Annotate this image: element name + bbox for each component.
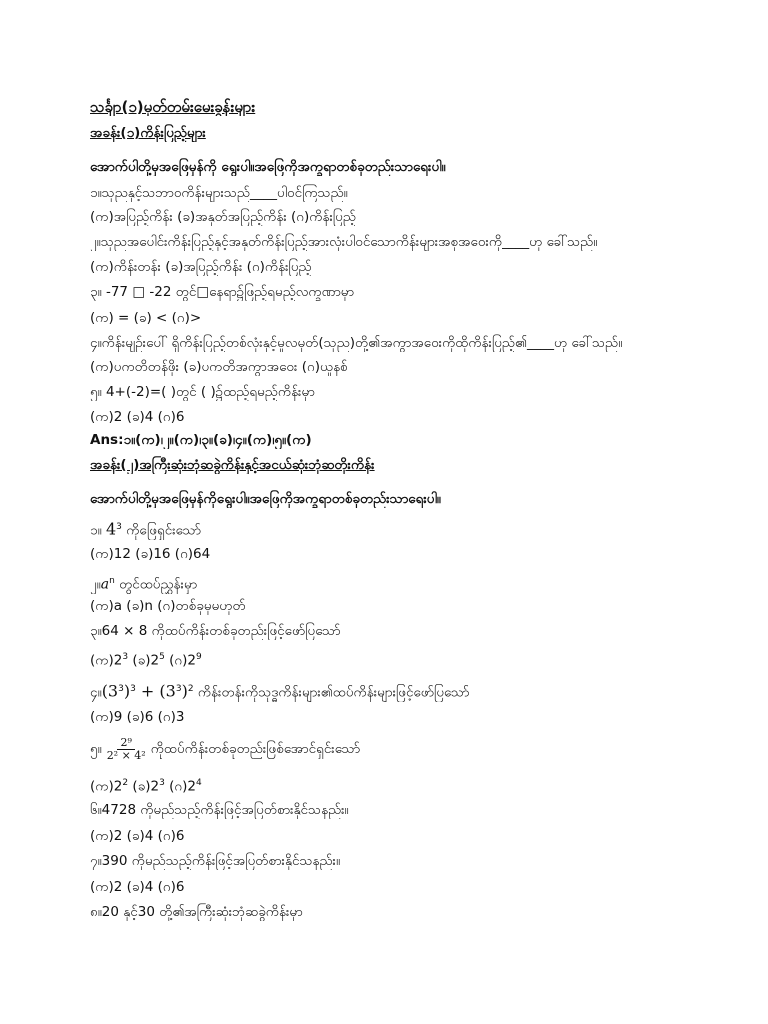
q1-number: ၁။ — [90, 522, 102, 539]
s1-options-3: (က) = (ခ) < (ဂ)> — [90, 310, 202, 326]
q5-numerator: 2⁹ — [117, 737, 134, 750]
q5-option-c-exp: 4 — [195, 778, 202, 788]
s1-options-1: (က)အပြည့်ကိန်း (ခ)အနုတ်အပြည့်ကိန်း (ဂ)ကိန်းပြည့် — [90, 209, 356, 225]
q5-fraction — [104, 737, 149, 762]
s1-question-3: ၃။ -77 □ -22 တွင်□နေရာ၌ဖြည့်ရမည့်လက္ခဏာမှာ — [90, 284, 355, 300]
q5-text: ကိုထပ်ကိန်းတစ်ခုတည်းဖြစ်အောင်ရှင်းသော် — [150, 741, 361, 757]
s2-question-4 — [90, 680, 750, 702]
s1-options-4: (က)ပကတိတန်ဖိုး (ခ)ပကတိအကွာအဝေး (ဂ)ယူနစ် — [90, 359, 348, 375]
s1-question-5: ၅။ 4+(-2)=( )တွင် ( )၌ထည့်ရမည့်ကိန်းမှာ — [90, 384, 315, 400]
q5-option-a-exp: 2 — [122, 778, 129, 788]
q5-option-b: (ခ)2 — [128, 778, 160, 795]
q4-expr-exp: 3 — [175, 684, 182, 694]
s2-question-5 — [90, 732, 750, 766]
q1-text: ကိုဖြေရှင်းသော် — [126, 522, 202, 539]
s2-question-7: ၇။390 ကိုမည်သည့်ကိန်းဖြင့်အပြတ်စားနိုင်သနည်း။ — [90, 853, 341, 869]
section1-heading: အခန်း(၁)ကိန်းပြည့်များ — [90, 125, 206, 141]
section2-heading: အခန်း(၂)အကြီးဆုံးဘုံဆခွဲကိန်းနှင့်အငယ်ဆုံးဘုံဆတိုးကိန်း — [90, 457, 375, 473]
q1-base: 4 — [105, 519, 117, 539]
q4-number: ၄။ — [90, 684, 102, 701]
s2-options-6: (က)2 (ခ)4 (ဂ)6 — [90, 828, 185, 844]
q5-option-b-exp: 3 — [159, 778, 165, 788]
page-title: သင်္ချာ(၁)မှတ်တမ်းမေးခွန်းများ — [90, 98, 256, 116]
q3-option-a-exp: 3 — [122, 652, 129, 662]
s2-question-2 — [90, 572, 750, 594]
s1-question-1: ၁။သုညနှင့်သဘာဝကိန်းများသည်____ပါဝင်ကြသည်။ — [90, 185, 348, 201]
s2-question-3: ၃။64 × 8 ကိုထပ်ကိန်းတစ်ခုတည်းဖြင့်ဖော်ပြသော် — [90, 623, 341, 639]
q3-option-c: (ဂ)2 — [164, 652, 196, 669]
q2-base: a — [100, 576, 110, 593]
section2-instruction: အောက်ပါတို့မှအဖြေမှန်ကိုရွေးပါ။အဖြေကိုအက္ခရာတစ်ခုတည်းသာရေးပါ။ — [90, 491, 441, 507]
q3-option-c-exp: 9 — [195, 652, 202, 662]
q2-exponent: n — [109, 576, 115, 586]
q2-text: တွင်ထပ်ညွှန်းမှာ — [119, 576, 198, 593]
q4-expr-part: ) — [123, 681, 131, 701]
s2-options-2: (က)a (ခ)n (ဂ)တစ်ခုမှမဟုတ် — [90, 598, 246, 614]
s2-options-1: (က)12 (ခ)16 (ဂ)64 — [90, 546, 211, 562]
s1-options-5: (က)2 (ခ)4 (ဂ)6 — [90, 409, 185, 425]
s1-question-4: ၄။ကိန်းမျဉ်းပေါ် ရှိကိန်းပြည့်တစ်လုံးနှင့်မူလမှတ်(သုည)တို့၏အကွာအဝေးကိုထိုကိန်းပြည့်၏____ဟု ခေါ်သည်။ — [90, 335, 623, 351]
s1-answers: Ans:၁။(က)၊၂။(က)၊၃။(ခ)၊၄။(က)၊၅။(က) — [90, 432, 312, 448]
q5-number: ၅။ — [90, 741, 102, 757]
q5-option-c: (ဂ)2 — [164, 778, 196, 795]
s2-question-8: ၈။20 နှင့်30 တို့၏အကြီးဆုံးဘုံဆခွဲကိန်းမှာ — [90, 904, 303, 920]
s1-question-2: ၂။သုညအပေါင်းကိန်းပြည့်နှင့်အနုတ်ကိန်းပြည့်အားလုံးပါဝင်သောကိန်းများအစုအဝေးကို____ဟု ခေါ်သည်။ — [90, 234, 598, 250]
s2-options-5 — [90, 774, 750, 796]
s2-options-7: (က)2 (ခ)4 (ဂ)6 — [90, 879, 185, 895]
q1-exponent: 3 — [116, 522, 122, 532]
q4-expr-exp: 2 — [187, 684, 194, 694]
s2-options-4: (က)9 (ခ)6 (ဂ)3 — [90, 709, 185, 725]
q4-expr-part: (3 — [101, 681, 119, 701]
q4-expr-part: + (3 — [135, 681, 176, 701]
q3-option-b-exp: 5 — [159, 652, 165, 662]
s2-question-6: ၆။4728 ကိုမည်သည့်ကိန်းဖြင့်အပြတ်စားနိုင်သနည်း။ — [90, 802, 349, 818]
q3-option-a: (က)2 — [90, 652, 123, 669]
q5-option-a: (က)2 — [90, 778, 123, 795]
s2-options-3 — [90, 648, 750, 670]
q2-number: ၂။ — [90, 576, 101, 593]
q5-denominator: 2² × 4² — [106, 748, 146, 762]
q3-option-b: (ခ)2 — [128, 652, 160, 669]
s2-question-1 — [90, 518, 750, 540]
q4-expr-exp: 3 — [118, 684, 124, 694]
section1-instruction: အောက်ပါတို့မှအဖြေမှန်ကို ရွေးပါ။အဖြေကိုအက္ခရာတစ်ခုတည်းသာရေးပါ။ — [90, 159, 446, 175]
s1-options-2: (က)ကိန်းတန်း (ခ)အပြည့်ကိန်း (ဂ)ကိန်းပြည့် — [90, 259, 312, 275]
q4-expr-exp: 3 — [130, 684, 136, 694]
q4-expr-part: ) — [181, 681, 188, 701]
q4-text: ကိန်းတန်းကိုသုဒ္ဓကိန်းများ၏ထပ်ကိန်းများဖြင့်ဖော်ပြသော် — [193, 684, 470, 701]
